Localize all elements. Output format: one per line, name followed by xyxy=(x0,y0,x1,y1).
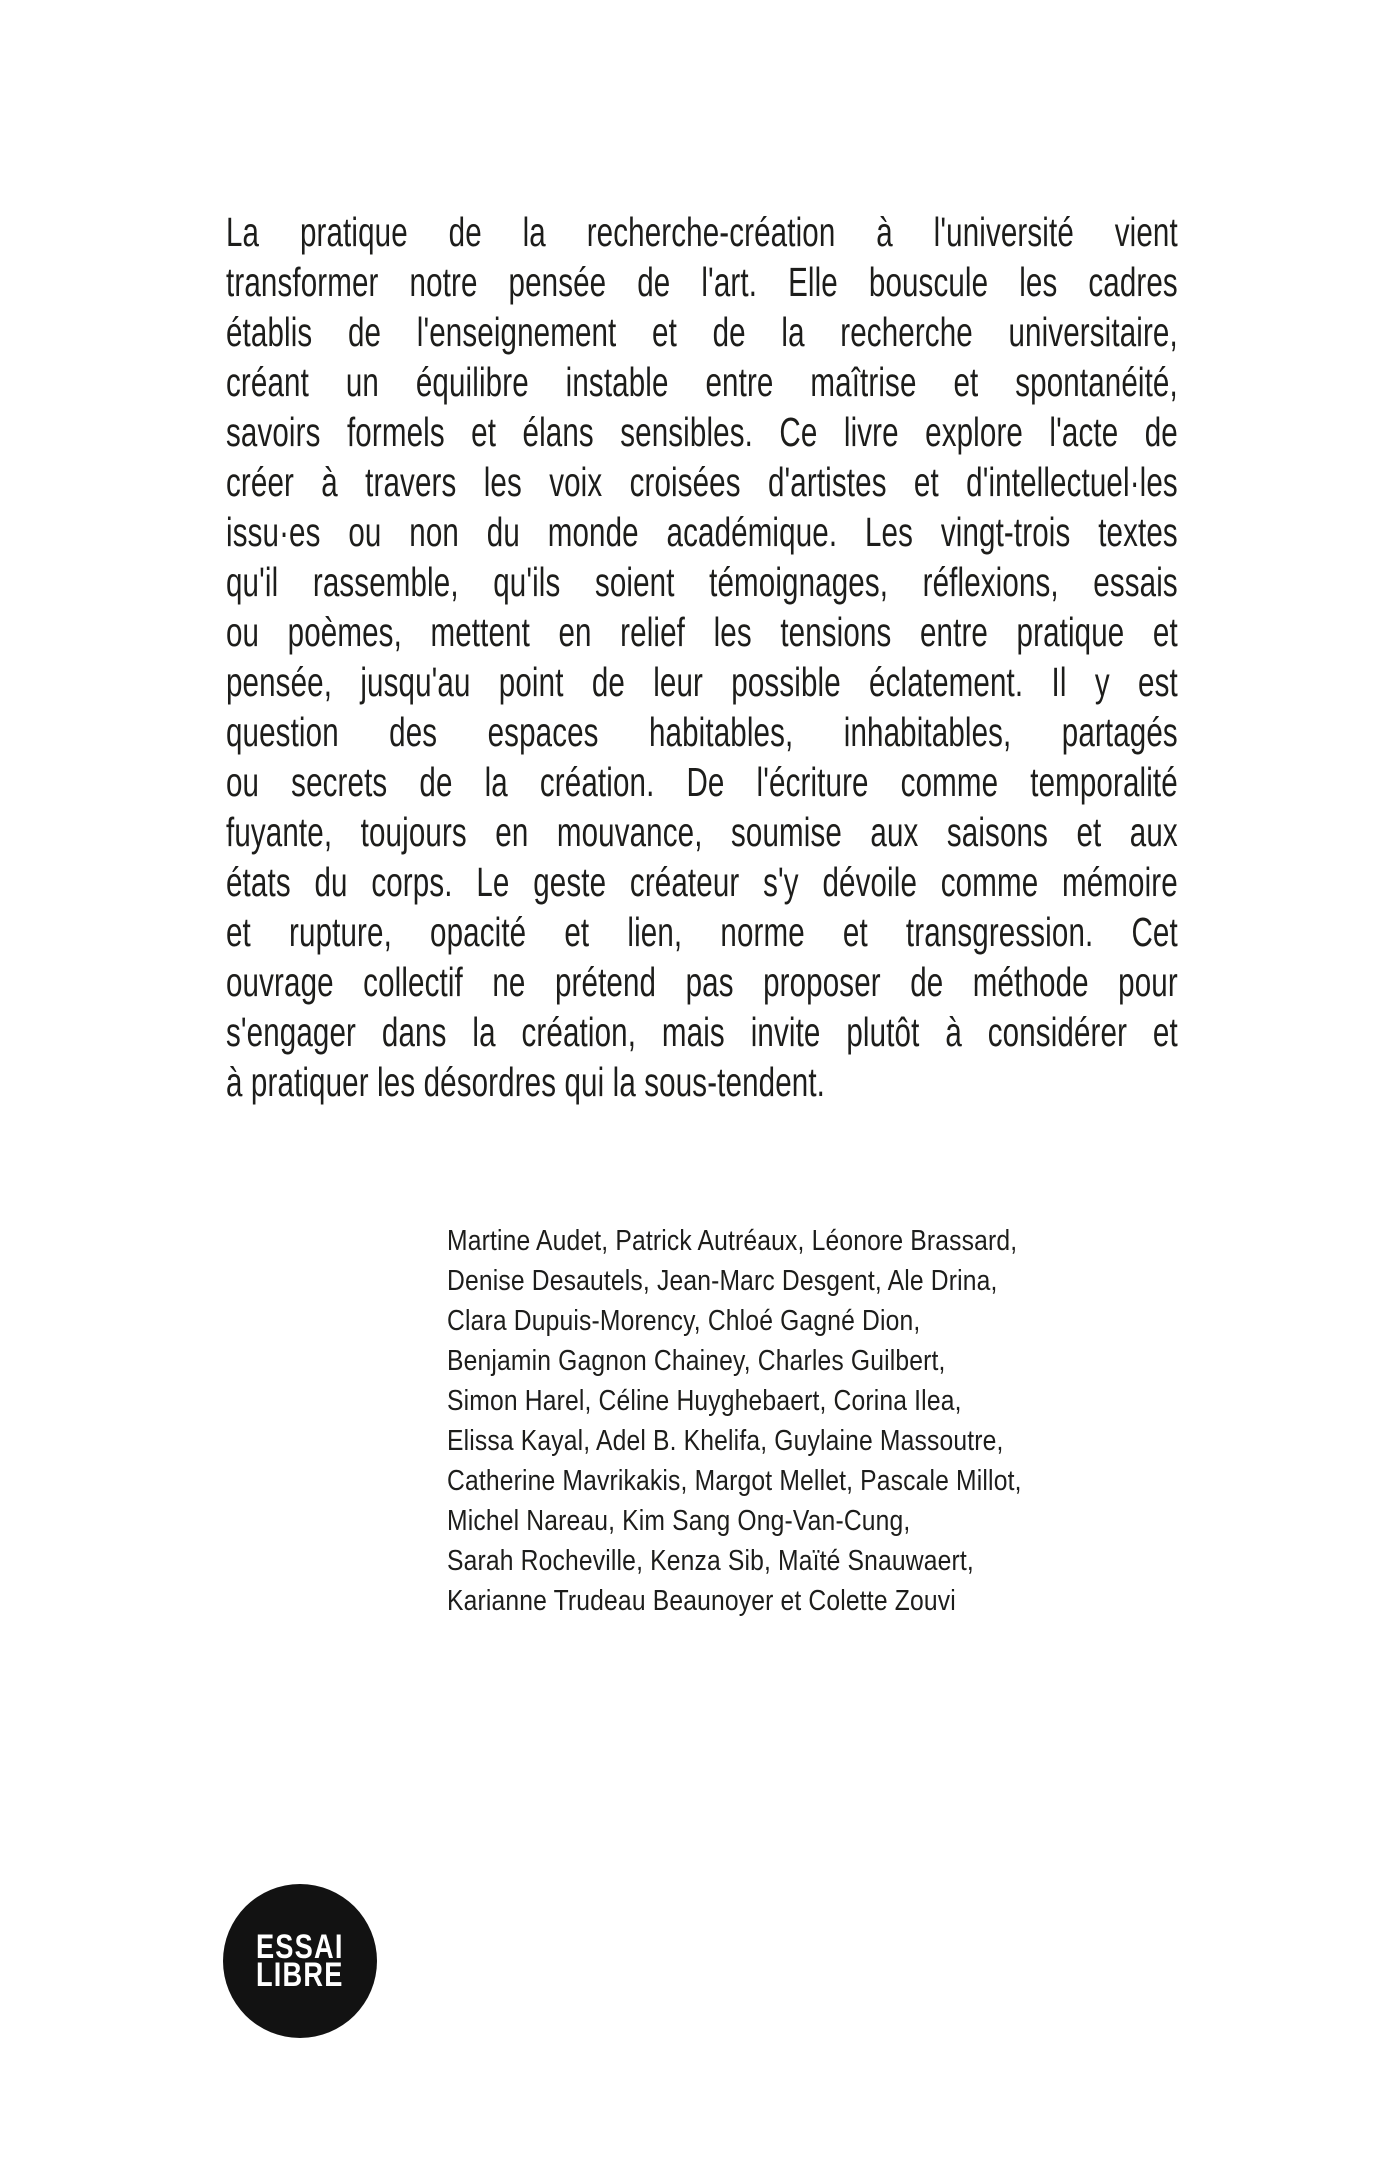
summary-line: à pratiquer les désordres qui la sous-tendent. xyxy=(226,1059,826,1105)
summary-line: transformer notre pensée de l'art. Elle bouscule les cadres xyxy=(226,259,1178,305)
summary-line: La pratique de la recherche-création à l'université vient xyxy=(226,209,1178,255)
contributors-line: Simon Harel, Céline Huyghebaert, Corina Ilea, xyxy=(447,1385,962,1417)
logo-wordmark xyxy=(256,1928,344,1994)
summary-line: question des espaces habitables, inhabitables, partagés xyxy=(226,709,1178,755)
summary-line: qu'il rassemble, qu'ils soient témoignages, réflexions, essais xyxy=(226,559,1178,605)
summary-line: ouvrage collectif ne prétend pas proposer de méthode pour xyxy=(226,959,1178,1005)
logo-text-line2: LIBRE xyxy=(256,1956,344,1994)
summary-line: pensée, jusqu'au point de leur possible éclatement. Il y est xyxy=(226,659,1178,705)
contributors-line: Martine Audet, Patrick Autréaux, Léonore Brassard, xyxy=(447,1225,1018,1257)
summary-line: et rupture, opacité et lien, norme et transgression. Cet xyxy=(226,909,1178,955)
summary-line: ou poèmes, mettent en relief les tensions entre pratique et xyxy=(226,609,1178,655)
contributors-line: Michel Nareau, Kim Sang Ong-Van-Cung, xyxy=(447,1505,911,1537)
essai-libre-logo xyxy=(223,1884,377,2038)
contributors-line: Sarah Rocheville, Kenza Sib, Maïté Snauwaert, xyxy=(447,1545,974,1577)
summary-line: savoirs formels et élans sensibles. Ce livre explore l'acte de xyxy=(226,409,1178,455)
summary-line: s'engager dans la création, mais invite plutôt à considérer et xyxy=(226,1009,1178,1055)
summary-line: issu·es ou non du monde académique. Les vingt-trois textes xyxy=(226,509,1178,555)
contributors-line: Catherine Mavrikakis, Margot Mellet, Pascale Millot, xyxy=(447,1465,1022,1497)
summary-line: créant un équilibre instable entre maîtrise et spontanéité, xyxy=(226,359,1178,405)
contributors-line: Denise Desautels, Jean-Marc Desgent, Ale Drina, xyxy=(447,1265,998,1297)
summary-line: états du corps. Le geste créateur s'y dévoile comme mémoire xyxy=(226,859,1178,905)
summary-line: établis de l'enseignement et de la recherche universitaire, xyxy=(226,309,1178,355)
summary-paragraph xyxy=(226,207,1178,1107)
summary-line: fuyante, toujours en mouvance, soumise aux saisons et aux xyxy=(226,809,1178,855)
summary-line: créer à travers les voix croisées d'artistes et d'intellectuel·les xyxy=(226,459,1178,505)
summary-line: ou secrets de la création. De l'écriture comme temporalité xyxy=(226,759,1178,805)
contributors-line: Elissa Kayal, Adel B. Khelifa, Guylaine Massoutre, xyxy=(447,1425,1004,1457)
contributors-line: Karianne Trudeau Beaunoyer et Colette Zouvi xyxy=(447,1585,956,1617)
contributors-line: Benjamin Gagnon Chainey, Charles Guilbert, xyxy=(447,1345,946,1377)
contributors-list xyxy=(447,1221,1127,1621)
contributors-line: Clara Dupuis-Morency, Chloé Gagné Dion, xyxy=(447,1305,921,1337)
logo-text-line1: ESSAI xyxy=(256,1928,344,1966)
